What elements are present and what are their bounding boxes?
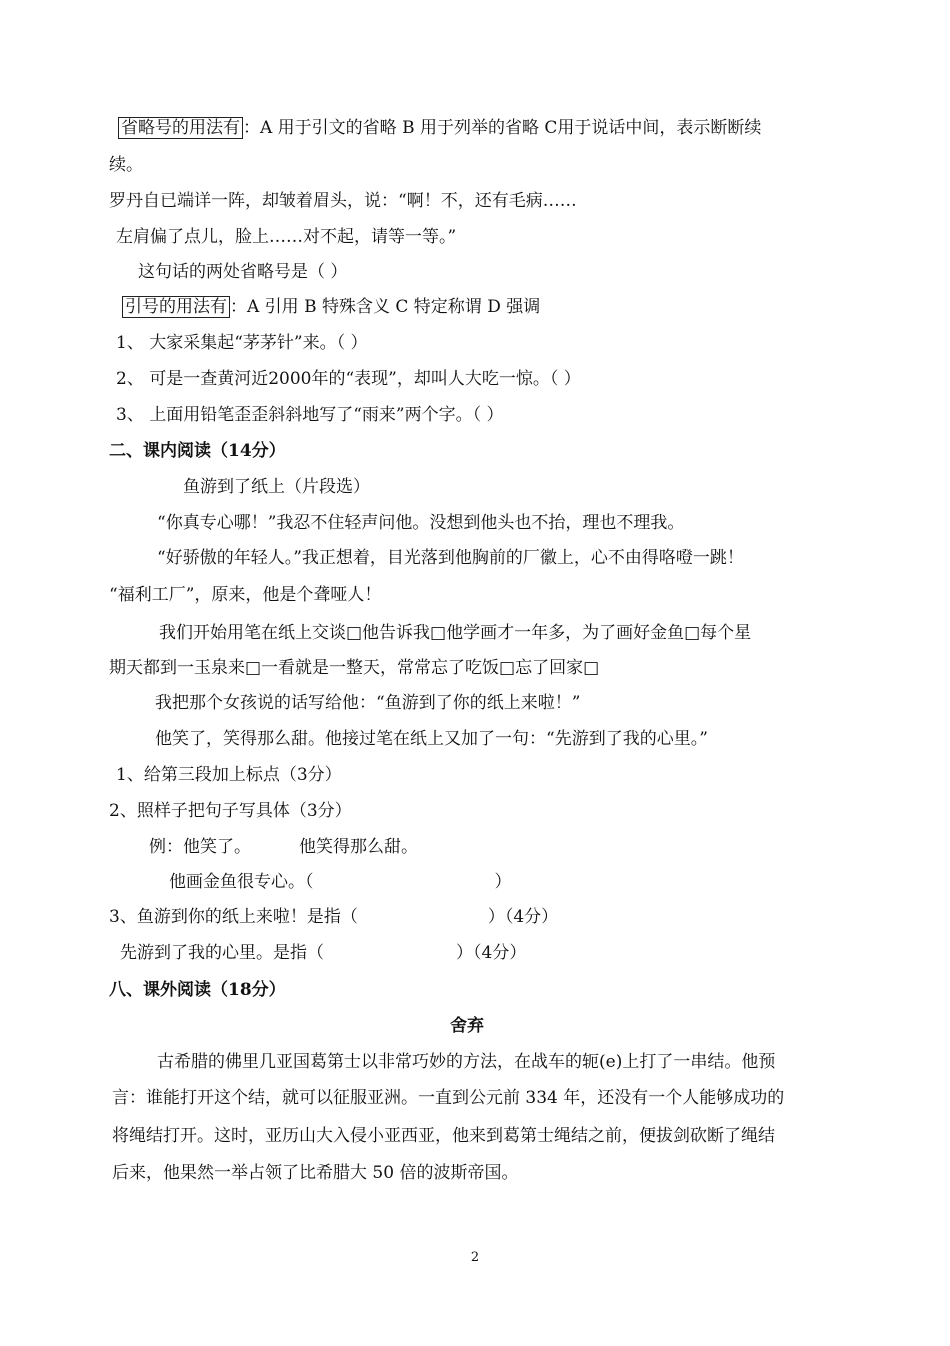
quote-usage-line bbox=[122, 296, 540, 318]
passage-title: 鱼游到了纸上（片段选） bbox=[183, 477, 370, 497]
story-line-4: 后来，他果然一举占领了比希腊大 50 倍的波斯帝国。 bbox=[112, 1163, 519, 1183]
task-3-prompt: 3、鱼游到你的纸上来啦！是指（ bbox=[109, 907, 358, 927]
passage-paragraph-2b: “福利工厂”，原来，他是个聋哑人！ bbox=[109, 585, 382, 605]
quote-question-3: 3、 上面用铅笔歪歪斜斜地写了“雨来”两个字。（ ） bbox=[116, 405, 504, 425]
passage-paragraph-5: 他笑了，笑得那么甜。他接过笔在纸上又加了一句：“先游到了我的心里。” bbox=[155, 729, 708, 749]
passage-paragraph-1: “你真专心哪！”我忍不住轻声问他。没想到他头也不抬，理也不理我。 bbox=[157, 513, 685, 533]
task-4-prompt: 先游到了我的心里。是指（ bbox=[120, 943, 324, 963]
exercise-line bbox=[169, 871, 512, 893]
passage-paragraph-3a: 我们开始用笔在纸上交谈□他告诉我□他学画才一年多，为了画好金鱼□每个星 bbox=[159, 623, 752, 643]
task-4 bbox=[120, 942, 526, 964]
task-3 bbox=[109, 906, 558, 928]
passage-paragraph-3b: 期天都到一玉泉来□一看就是一整天，常常忘了吃饭□忘了回家□ bbox=[109, 658, 600, 678]
task-1: 1、给第三段加上标点（3分） bbox=[116, 765, 342, 785]
ellipsis-usage-label: 省略号的用法有 bbox=[118, 117, 243, 139]
task-3-close: ）（4分） bbox=[487, 907, 559, 927]
ellipsis-usage-options: ：A 用于引文的省略 B 用于列举的省略 C用于说话中间，表示断断续 bbox=[243, 118, 762, 138]
rodin-quote-line-1: 罗丹自已端详一阵，却皱着眉头，说：“啊！不，还有毛病…… bbox=[109, 191, 577, 211]
story-title: 舍弃 bbox=[450, 1016, 484, 1036]
exercise-prompt: 他画金鱼很专心。（ bbox=[169, 872, 314, 892]
example-line bbox=[149, 836, 418, 858]
task-2: 2、照样子把句子写具体（3分） bbox=[109, 801, 352, 821]
ellipsis-usage-line bbox=[118, 117, 761, 139]
quote-usage-options: ：A 引用 B 特殊含义 C 特定称谓 D 强调 bbox=[230, 297, 541, 317]
ellipsis-question: 这句话的两处省略号是（ ） bbox=[138, 262, 348, 282]
example-short: 例：他笑了。 bbox=[149, 837, 251, 857]
quote-question-2: 2、 可是一查黄河近2000年的“表现”，却叫人大吃一惊。（ ） bbox=[116, 369, 581, 389]
rodin-quote-line-2: 左肩偏了点儿，脸上……对不起，请等一等。” bbox=[116, 227, 457, 247]
section-8-heading: 八、课外阅读（18分） bbox=[109, 980, 286, 1000]
passage-paragraph-4: 我把那个女孩说的话写给他：“鱼游到了你的纸上来啦！” bbox=[155, 693, 581, 713]
story-line-1: 古希腊的佛里几亚国葛第士以非常巧妙的方法，在战车的轭(e)上打了一串结。他预 bbox=[157, 1052, 776, 1072]
page-number: 2 bbox=[470, 1250, 480, 1265]
passage-paragraph-2a: “好骄傲的年轻人。”我正想着，目光落到他胸前的厂徽上，心不由得咯噔一跳！ bbox=[157, 548, 744, 568]
example-expanded: 他笑得那么甜。 bbox=[299, 837, 418, 857]
exercise-close: ） bbox=[494, 872, 512, 892]
ellipsis-usage-continuation: 续。 bbox=[109, 155, 143, 175]
task-4-close: ）（4分） bbox=[456, 943, 527, 963]
quote-usage-label: 引号的用法有 bbox=[122, 296, 230, 318]
quote-question-1: 1、 大家采集起“茅茅针”来。（ ） bbox=[116, 333, 368, 353]
section-2-heading: 二、课内阅读（14分） bbox=[109, 441, 286, 461]
story-line-2: 言：谁能打开这个结，就可以征服亚洲。一直到公元前 334 年，还没有一个人能够成功的 bbox=[112, 1088, 785, 1108]
story-line-3: 将绳结打开。这时，亚历山大入侵小亚西亚，他来到葛第士绳结之前，便拔剑砍断了绳结 bbox=[112, 1126, 775, 1146]
